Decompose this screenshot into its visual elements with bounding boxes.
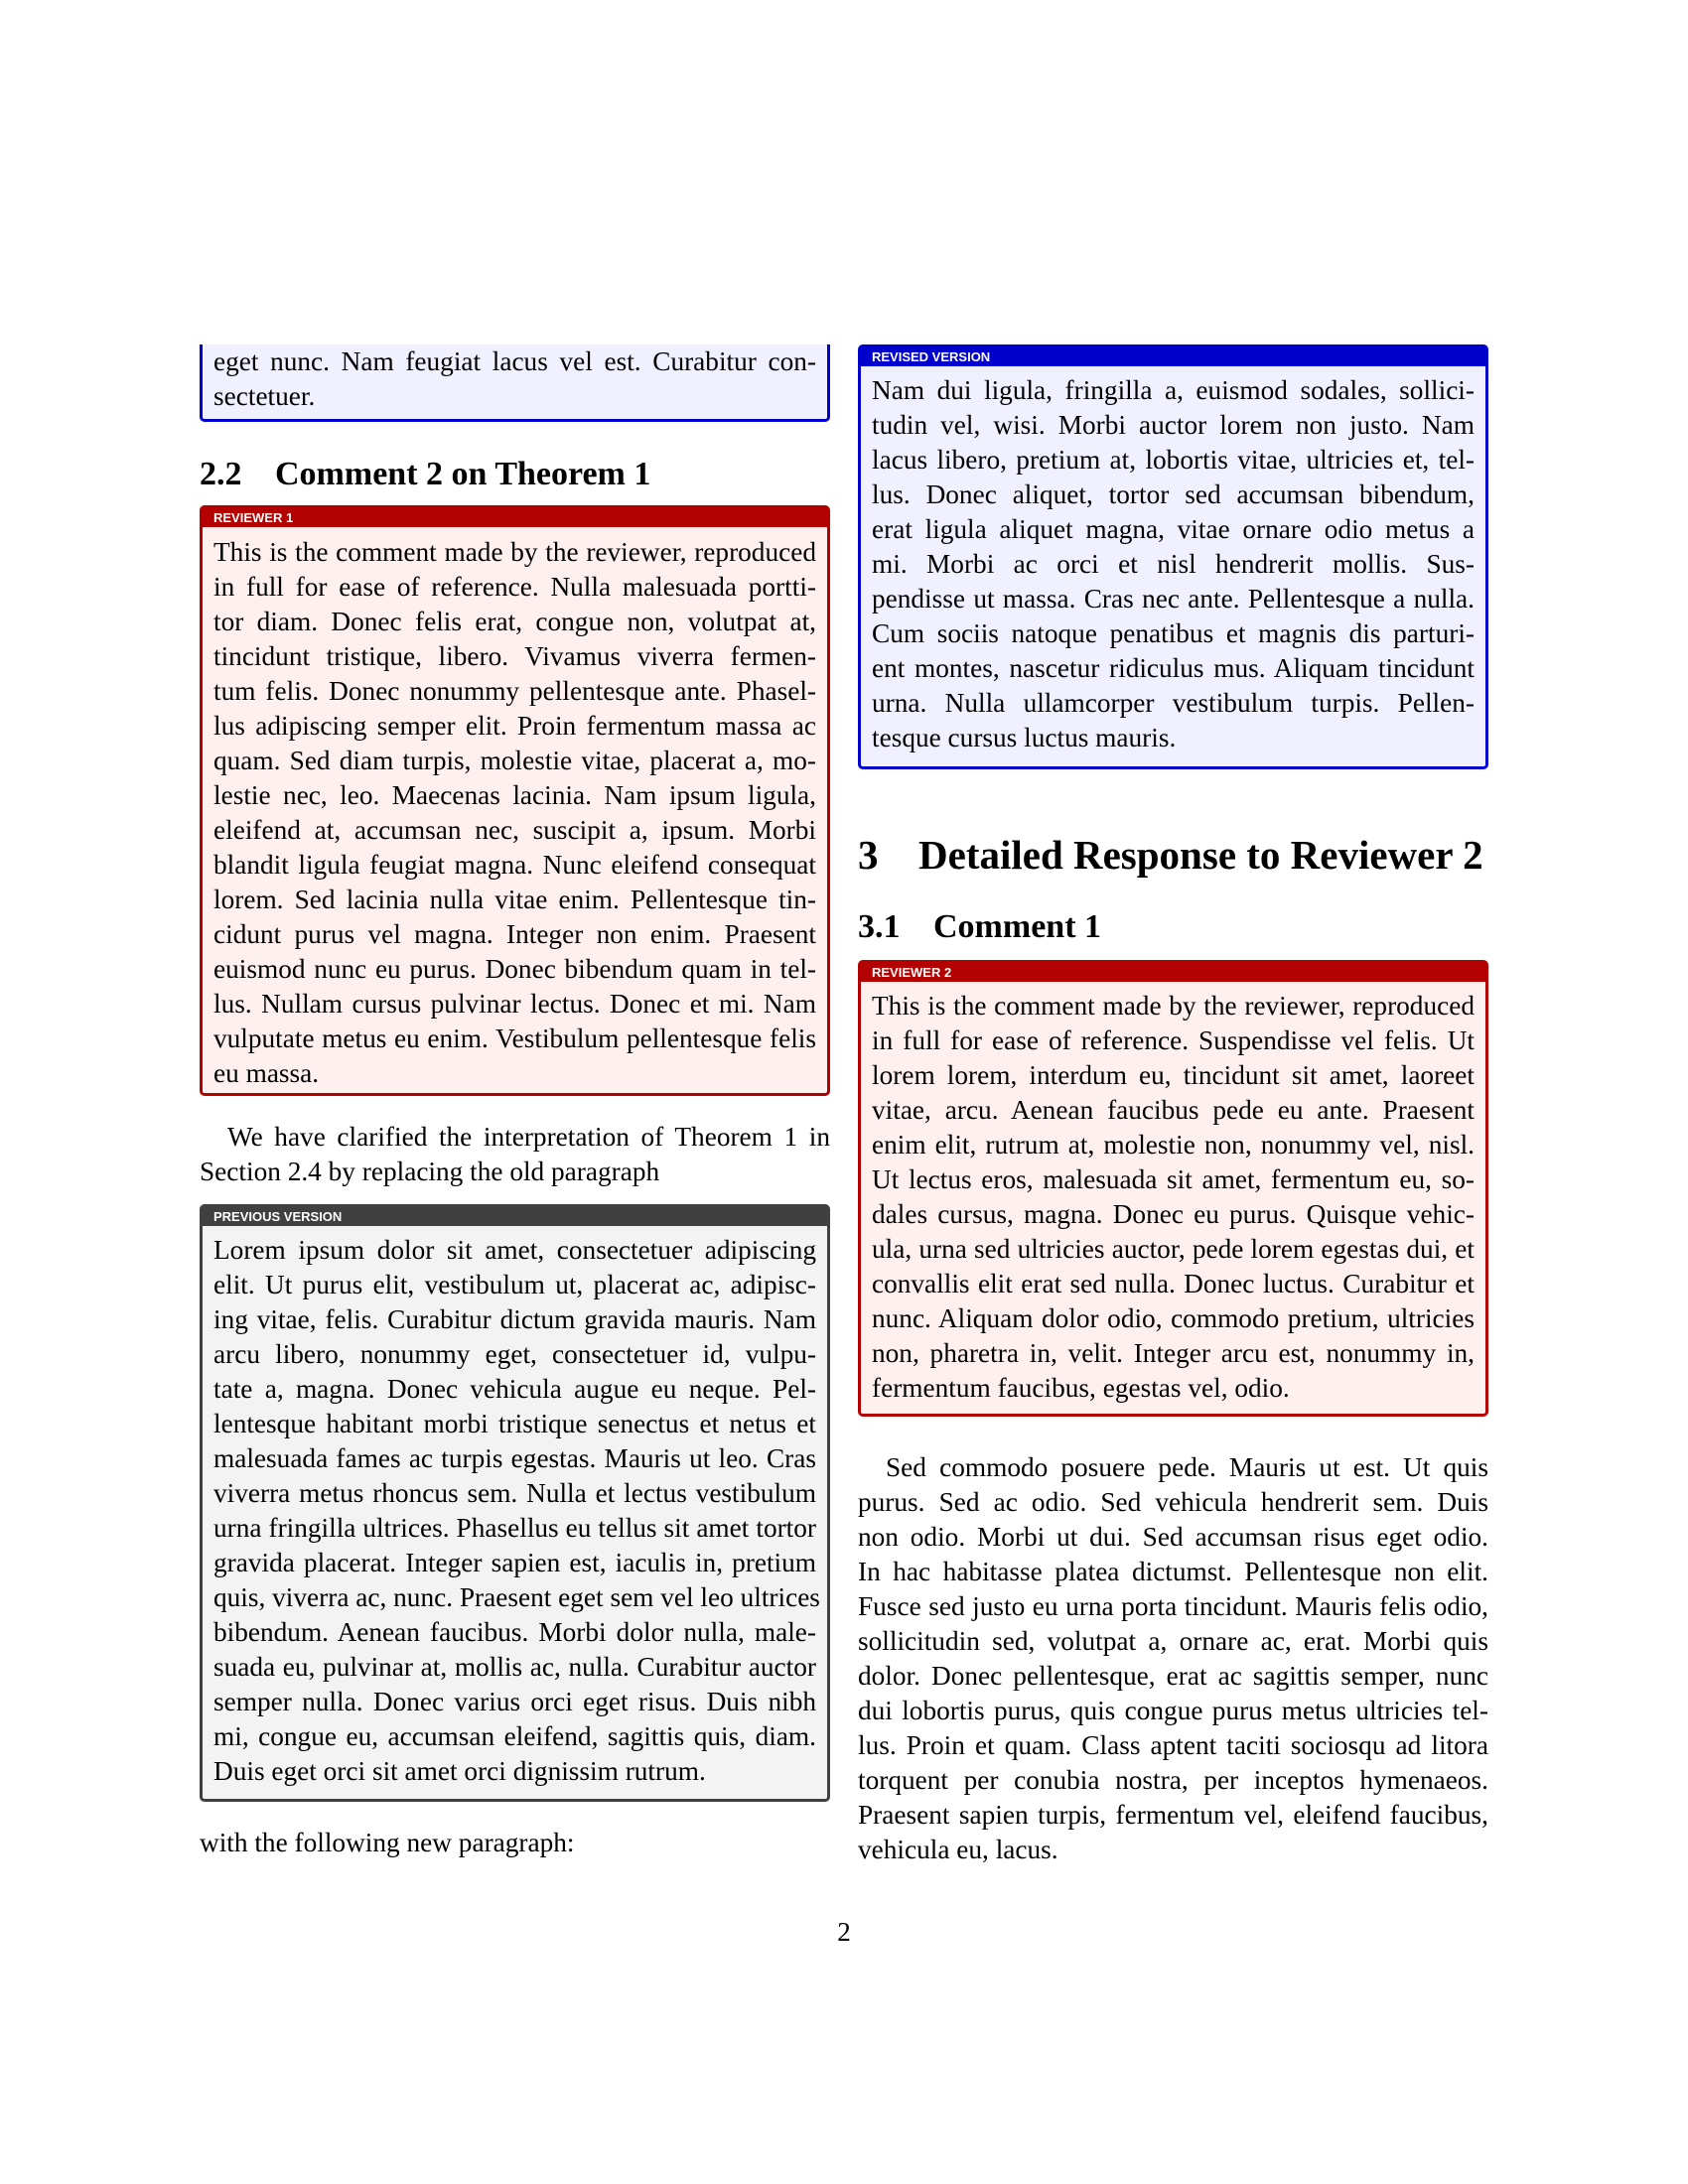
text-line: Fusce sed justo eu urna porta tincidunt. Mauris felis odio, bbox=[858, 1591, 1488, 1621]
text-line: Lorem ipsum dolor sit amet, consectetuer adipiscing bbox=[213, 1235, 816, 1265]
text-line: vulputate metus eu enim. Vestibulum pellentesque felis bbox=[213, 1024, 816, 1053]
text-line: erat ligula aliquet magna, vitae ornare odio metus a bbox=[872, 514, 1475, 544]
box-label: REVIEWER 2 bbox=[861, 963, 1485, 982]
text-line: mi, congue eu, accumsan eleifend, sagittis quis, diam. bbox=[213, 1721, 816, 1751]
text-line: tesque cursus luctus mauris. bbox=[872, 723, 1177, 752]
text-line: arcu libero, nonummy eget, consectetuer id, vulpu- bbox=[213, 1339, 816, 1369]
closing-paragraph bbox=[858, 1450, 1488, 1867]
text-line: vehicula eu, lacus. bbox=[858, 1835, 1058, 1864]
text-line: pendisse ut massa. Cras nec ante. Pellentesque a nulla. bbox=[872, 584, 1475, 614]
text-line: torquent per conubia nostra, per inceptos hymenaeos. bbox=[858, 1765, 1488, 1795]
text-line: nunc. Aliquam dolor odio, commodo pretium, ultricies bbox=[872, 1303, 1475, 1333]
text-line: Section 2.4 by replacing the old paragraph bbox=[200, 1157, 660, 1186]
text-line: malesuada fames ac turpis egestas. Mauris ut leo. Cras bbox=[213, 1443, 816, 1473]
box-text bbox=[203, 344, 827, 414]
box-label: REVISED VERSION bbox=[861, 347, 1485, 366]
text-line: bibendum. Aenean faucibus. Morbi dolor nulla, male- bbox=[213, 1617, 816, 1647]
text-line: viverra metus rhoncus sem. Nulla et lectus vestibulum bbox=[213, 1478, 816, 1508]
text-line: lacus libero, pretium at, lobortis vitae, ultricies et, tel- bbox=[872, 445, 1475, 475]
text-line: eu massa. bbox=[213, 1058, 320, 1088]
text-line: lus. Proin et quam. Class aptent taciti sociosqu ad litora bbox=[858, 1730, 1488, 1760]
section-heading-3-1 bbox=[858, 907, 1488, 947]
text-line: Nam dui ligula, fringilla a, euismod sodales, sollici- bbox=[872, 375, 1475, 405]
text-line: ent montes, nascetur ridiculus mus. Aliquam tincidunt bbox=[872, 653, 1475, 683]
text-line: lorem lorem, interdum eu, tincidunt sit amet, laoreet bbox=[872, 1060, 1475, 1090]
text-line: enim elit, rutrum at, molestie non, nonummy vel, nisl. bbox=[872, 1130, 1475, 1160]
text-line: Cum sociis natoque penatibus et magnis dis parturi- bbox=[872, 618, 1475, 648]
text-line: tor diam. Donec felis erat, congue non, volutpat at, bbox=[213, 607, 816, 636]
text-line: tum felis. Donec nonummy pellentesque ante. Phasel- bbox=[213, 676, 816, 706]
text-line: This is the comment made by the reviewer, reproduced bbox=[213, 537, 816, 567]
text-line: suada eu, pulvinar at, mollis ac, nulla. Curabitur auctor bbox=[213, 1652, 816, 1682]
text-line: non odio. Morbi ut dui. Sed accumsan risus eget odio. bbox=[858, 1522, 1488, 1552]
box-text bbox=[861, 366, 1485, 755]
text-line: vitae, arcu. Aenean faucibus pede eu ante. Praesent bbox=[872, 1095, 1475, 1125]
text-line: quam. Sed diam turpis, molestie vitae, placerat a, mo- bbox=[213, 746, 816, 775]
box-label: PREVIOUS VERSION bbox=[203, 1207, 827, 1226]
box-text bbox=[203, 1226, 827, 1789]
text-line: euismod nunc eu purus. Donec bibendum quam in tel- bbox=[213, 954, 816, 984]
text-line: Duis eget orci sit amet orci dignissim rutrum. bbox=[213, 1756, 706, 1786]
section-title: Detailed Response to Reviewer 2 bbox=[918, 832, 1483, 878]
text-line: We have clarified the interpretation of Theorem 1 in bbox=[227, 1122, 830, 1152]
reviewer-2-comment-box bbox=[858, 960, 1488, 1417]
text-line: non, pharetra in, velit. Integer arcu est, nonummy in, bbox=[872, 1338, 1475, 1368]
text-line: urna. Nulla ullamcorper vestibulum turpis. Pellen- bbox=[872, 688, 1475, 718]
text-line: In hac habitasse platea dictumst. Pellentesque non elit. bbox=[858, 1557, 1488, 1586]
text-line: urna fringilla ultrices. Phasellus eu tellus sit amet tortor bbox=[213, 1513, 816, 1543]
text-line: lus. Nullam cursus pulvinar lectus. Donec et mi. Nam bbox=[213, 989, 816, 1019]
section-number: 3.1 bbox=[858, 908, 901, 945]
text-line: lentesque habitant morbi tristique senectus et netus et bbox=[213, 1409, 816, 1438]
revised-version-box-continued bbox=[200, 344, 830, 422]
page-number: 2 bbox=[837, 1917, 851, 1947]
text-line: sectetuer. bbox=[213, 381, 316, 411]
box-text bbox=[203, 527, 827, 1091]
text-line: convallis elit erat sed nulla. Donec luctus. Curabitur et bbox=[872, 1269, 1475, 1298]
box-text bbox=[861, 982, 1485, 1406]
text-line: Praesent sapien turpis, fermentum vel, eleifend faucibus, bbox=[858, 1800, 1488, 1830]
text-line: dolor. Donec pellentesque, erat ac sagittis semper, nunc bbox=[858, 1661, 1488, 1691]
text-line: tudin vel, wisi. Morbi auctor lorem non justo. Nam bbox=[872, 410, 1475, 440]
text-line: tincidunt tristique, libero. Vivamus viverra fermen- bbox=[213, 641, 816, 671]
section-number: 2.2 bbox=[200, 456, 242, 492]
text-line: in full for ease of reference. Suspendisse vel felis. Ut bbox=[872, 1025, 1475, 1055]
text-line: Ut lectus eros, malesuada sit amet, fermentum eu, so- bbox=[872, 1164, 1475, 1194]
text-line: tate a, magna. Donec vehicula augue eu neque. Pel- bbox=[213, 1374, 816, 1404]
text-line: eget nunc. Nam feugiat lacus vel est. Curabitur con- bbox=[213, 346, 816, 376]
text-line: Sed commodo posuere pede. Mauris ut est. Ut quis bbox=[886, 1452, 1488, 1482]
text-line: eleifend at, accumsan nec, suscipit a, ipsum. Morbi bbox=[213, 815, 816, 845]
text-line: lorem. Sed lacinia nulla vitae enim. Pellentesque tin- bbox=[213, 885, 816, 914]
section-number: 3 bbox=[858, 832, 879, 878]
text-line: lus. Donec aliquet, tortor sed accumsan bibendum, bbox=[872, 479, 1475, 509]
text-line: semper nulla. Donec varius orci eget risus. Duis nibh bbox=[213, 1687, 816, 1716]
reviewer-1-comment-box bbox=[200, 505, 830, 1096]
text-line: ing vitae, felis. Curabitur dictum gravida mauris. Nam bbox=[213, 1304, 816, 1334]
previous-version-box bbox=[200, 1204, 830, 1802]
text-line: cidunt purus vel magna. Integer non enim. Praesent bbox=[213, 919, 816, 949]
text-line: with the following new paragraph: bbox=[200, 1828, 575, 1857]
box-label: REVIEWER 1 bbox=[203, 508, 827, 527]
section-heading-2-2 bbox=[200, 455, 830, 494]
text-line: This is the comment made by the reviewer, reproduced bbox=[872, 991, 1475, 1021]
section-title: Comment 1 bbox=[933, 908, 1102, 945]
text-line: fermentum faucibus, egestas vel, odio. bbox=[872, 1373, 1290, 1403]
text-line: quis, viverra ac, nunc. Praesent eget sem vel leo ultrices bbox=[213, 1582, 820, 1612]
text-line: lestie nec, leo. Maecenas lacinia. Nam ipsum ligula, bbox=[213, 780, 816, 810]
text-line: mi. Morbi ac orci et nisl hendrerit mollis. Sus- bbox=[872, 549, 1475, 579]
section-heading-3 bbox=[858, 831, 1488, 879]
text-line: dales cursus, magna. Donec eu purus. Quisque vehic- bbox=[872, 1199, 1475, 1229]
text-line: elit. Ut purus elit, vestibulum ut, placerat ac, adipisc- bbox=[213, 1270, 816, 1299]
clarified-paragraph bbox=[200, 1120, 830, 1189]
text-line: sollicitudin sed, volutpat a, ornare ac, erat. Morbi quis bbox=[858, 1626, 1488, 1656]
text-line: ula, urna sed ultricies auctor, pede lorem egestas dui, et bbox=[872, 1234, 1475, 1264]
text-line: lus adipiscing semper elit. Proin fermentum massa ac bbox=[213, 711, 816, 741]
text-line: in full for ease of reference. Nulla malesuada portti- bbox=[213, 572, 816, 602]
revised-version-box bbox=[858, 344, 1488, 769]
text-line: gravida placerat. Integer sapien est, iaculis in, pretium bbox=[213, 1548, 816, 1577]
text-line: purus. Sed ac odio. Sed vehicula hendrerit sem. Duis bbox=[858, 1487, 1488, 1517]
section-title: Comment 2 on Theorem 1 bbox=[275, 456, 651, 492]
text-line: dui lobortis purus, quis congue purus metus ultricies tel- bbox=[858, 1696, 1488, 1725]
following-text bbox=[200, 1826, 830, 1860]
text-line: blandit ligula feugiat magna. Nunc eleifend consequat bbox=[213, 850, 816, 880]
